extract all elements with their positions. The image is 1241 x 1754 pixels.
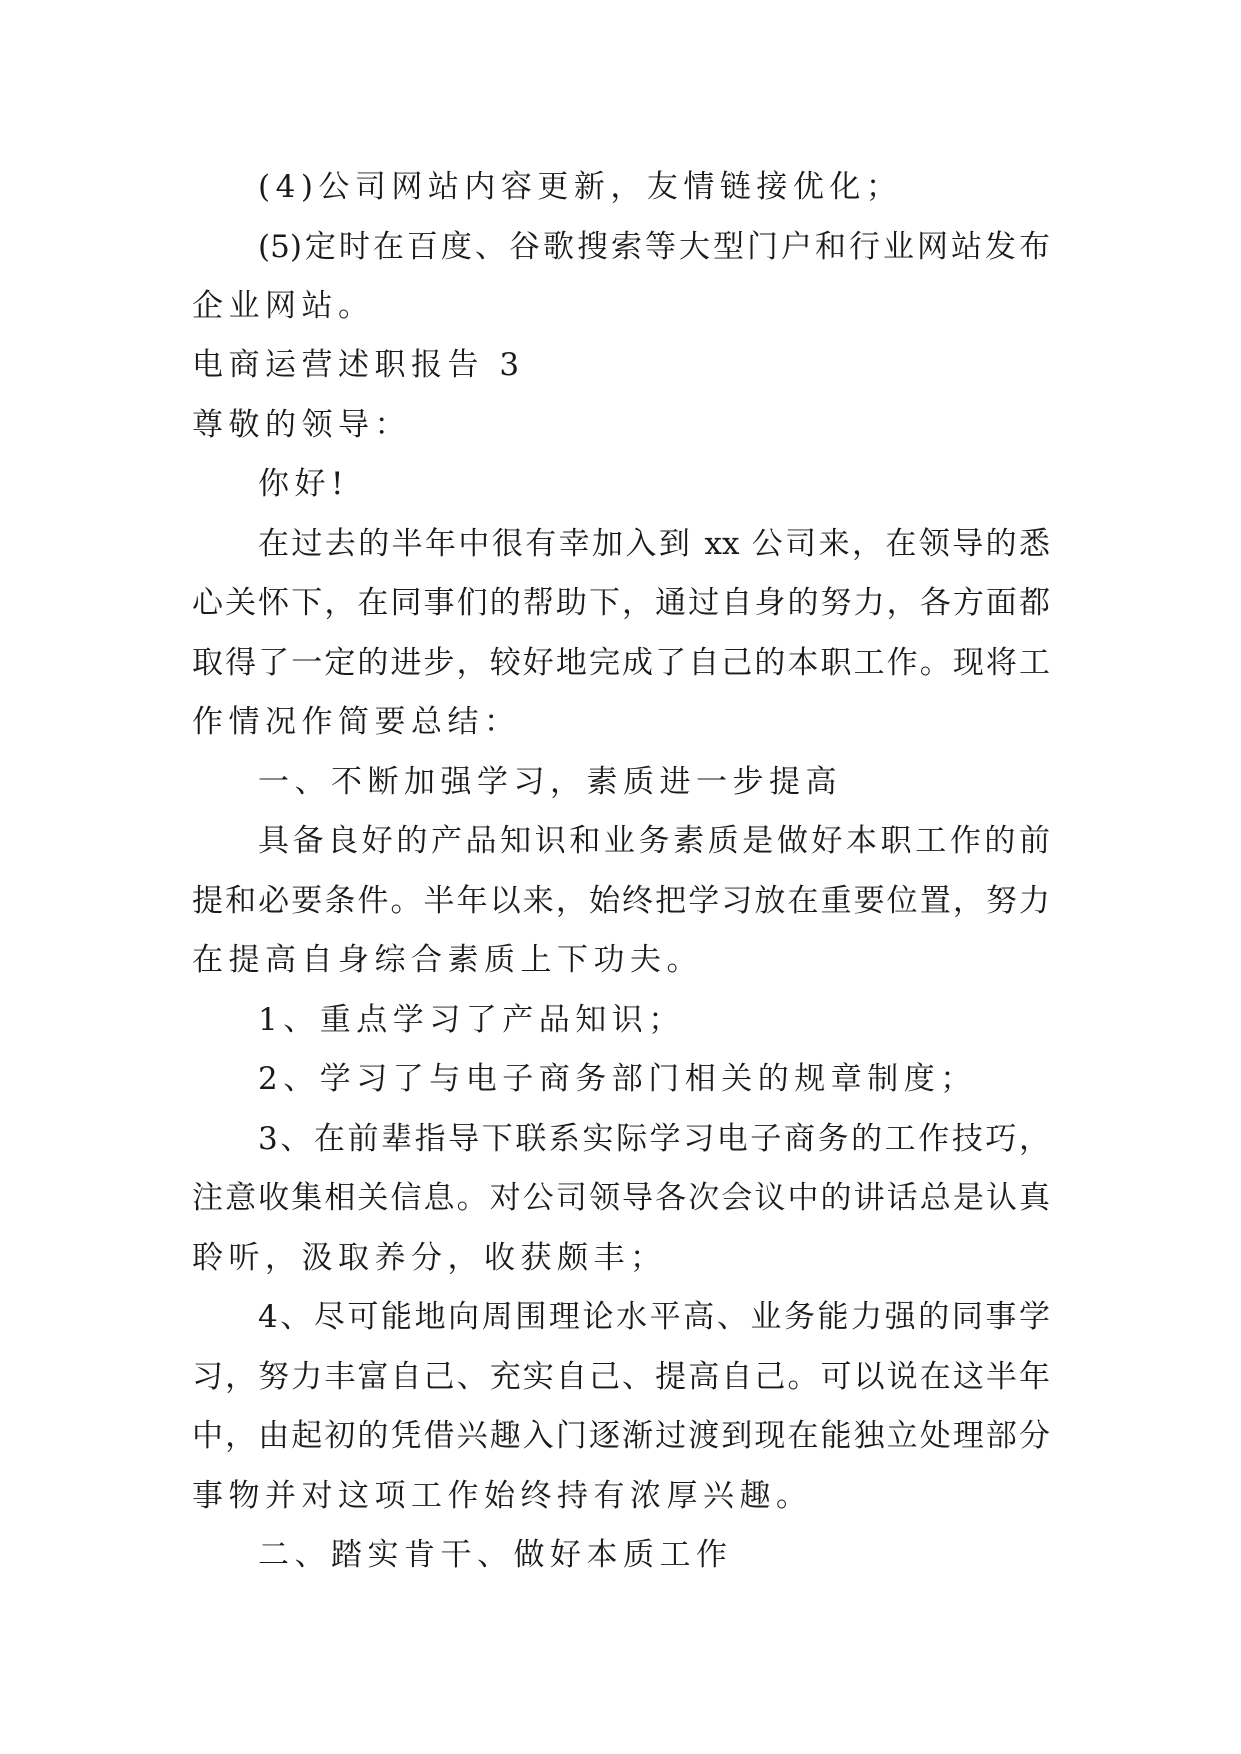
salutation: 尊敬的领导： bbox=[192, 407, 411, 443]
text-line: 提和必要条件。半年以来，始终把学习放在重要位置，努力 bbox=[192, 883, 1050, 919]
text-line: 企业网站。 bbox=[192, 288, 375, 324]
list-item: 2、学习了与电子商务部门相关的规章制度； bbox=[258, 1061, 977, 1097]
text-line: (4)公司网站内容更新，友情链接优化； bbox=[258, 169, 903, 205]
list-item: 3、在前辈指导下联系实际学习电子商务的工作技巧， bbox=[258, 1121, 1050, 1157]
section-heading: 电商运营述职报告 3 bbox=[192, 347, 525, 383]
text-line: 心关怀下，在同事们的帮助下，通过自身的努力，各方面都 bbox=[192, 585, 1050, 621]
text-line: 取得了一定的进步，较好地完成了自己的本职工作。现将工 bbox=[192, 645, 1050, 681]
text-line: 事物并对这项工作始终持有浓厚兴趣。 bbox=[192, 1478, 813, 1514]
greeting: 你好! bbox=[258, 466, 349, 502]
subheading: 二、踏实肯干、做好本质工作 bbox=[258, 1537, 733, 1573]
text-line: 注意收集相关信息。对公司领导各次会议中的讲话总是认真 bbox=[192, 1180, 1050, 1216]
text-line: 在过去的半年中很有幸加入到 xx 公司来，在领导的悉 bbox=[258, 526, 1050, 562]
text-line: 作情况作简要总结： bbox=[192, 704, 521, 740]
text-line: 具备良好的产品知识和业务素质是做好本职工作的前 bbox=[258, 823, 1050, 859]
text-line: 聆听，汲取养分，收获颇丰； bbox=[192, 1240, 667, 1276]
list-item: 1、重点学习了产品知识； bbox=[258, 1002, 685, 1038]
text-line: (5)定时在百度、谷歌搜索等大型门户和行业网站发布 bbox=[258, 229, 1050, 265]
text-line: 中，由起初的凭借兴趣入门逐渐过渡到现在能独立处理部分 bbox=[192, 1418, 1050, 1454]
list-item: 4、尽可能地向周围理论水平高、业务能力强的同事学 bbox=[258, 1299, 1050, 1335]
subheading: 一、不断加强学习，素质进一步提高 bbox=[258, 764, 842, 800]
text-line: 习，努力丰富自己、充实自己、提高自己。可以说在这半年 bbox=[192, 1359, 1050, 1395]
text-line: 在提高自身综合素质上下功夫。 bbox=[192, 942, 703, 978]
